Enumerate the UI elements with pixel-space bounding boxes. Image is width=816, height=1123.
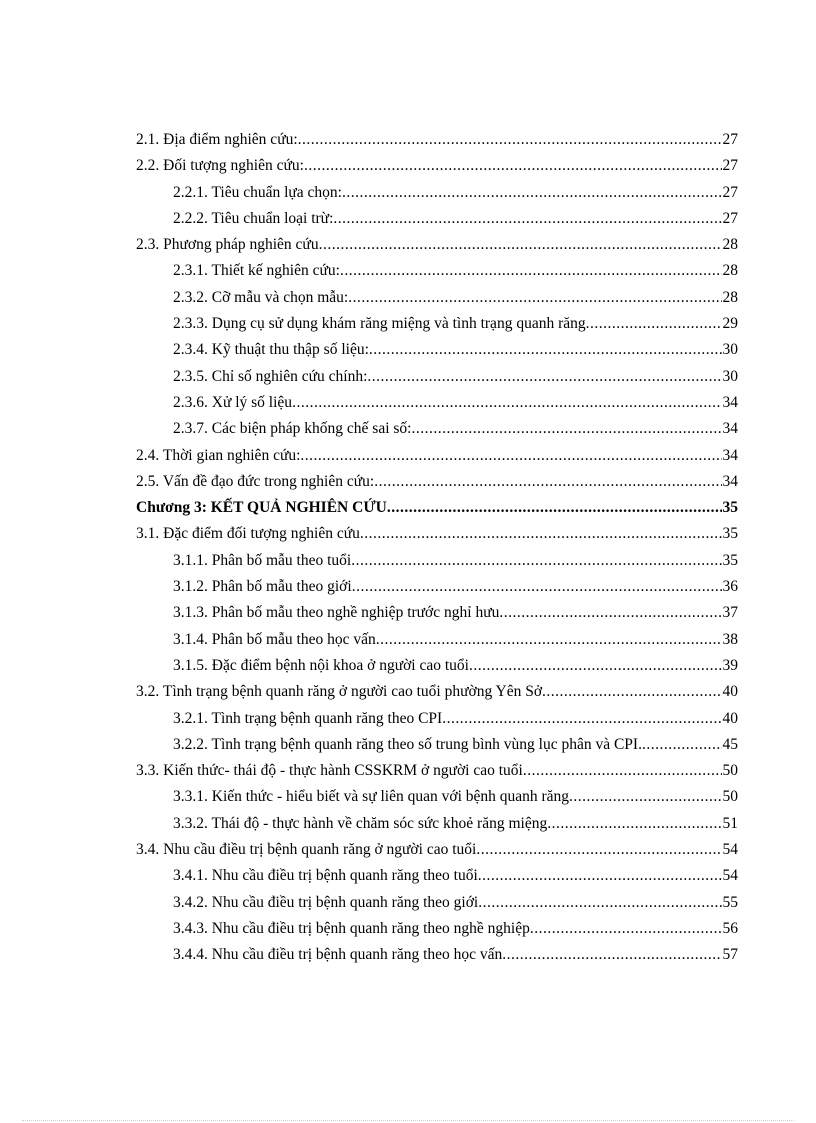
toc-entry[interactable]: [136, 920, 738, 946]
toc-entry[interactable]: [136, 289, 738, 315]
toc-entry-page-number: 27: [722, 131, 738, 148]
toc-entry-page-number: 30: [722, 367, 738, 385]
toc-entry-title: 3.4.3. Nhu cầu điều trị bệnh quanh răng theo nghề nghiệp: [173, 919, 530, 937]
toc-dot-leader: [348, 289, 721, 307]
toc-entry[interactable]: [136, 946, 738, 972]
toc-entry[interactable]: [136, 710, 738, 736]
toc-dot-leader: [502, 946, 721, 964]
toc-entry[interactable]: [136, 631, 738, 657]
toc-entry-title: 3.3.1. Kiến thức - hiểu biết và sự liên quan với bệnh quanh răng: [173, 788, 570, 806]
page-bottom-divider: [22, 1120, 794, 1121]
toc-entry-title: 3.4. Nhu cầu điều trị bệnh quanh răng ở người cao tuổi: [136, 841, 477, 859]
toc-entry-page-number: 28: [722, 288, 738, 306]
toc-entry[interactable]: [136, 368, 738, 394]
toc-entry-page-number: 57: [722, 946, 738, 964]
toc-dot-leader: [292, 394, 721, 412]
toc-entry[interactable]: [136, 894, 738, 920]
toc-entry-title: 3.1.1. Phân bố mẫu theo tuổi: [173, 551, 352, 569]
toc-entry-title: 3.2. Tình trạng bệnh quanh răng ở người cao tuổi phường Yên Sở: [136, 683, 543, 701]
toc-entry-page-number: 45: [722, 735, 738, 753]
toc-dot-leader: [569, 788, 721, 806]
toc-entry-page-number: 50: [722, 762, 738, 780]
toc-entry[interactable]: [136, 736, 738, 762]
toc-entry-title: 3.4.2. Nhu cầu điều trị bệnh quanh răng theo giới: [173, 893, 479, 911]
toc-dot-leader: [376, 631, 722, 649]
toc-entry-title: 2.3. Phương pháp nghiên cứu: [136, 236, 319, 254]
toc-dot-leader: [523, 762, 722, 780]
toc-dot-leader: [586, 315, 722, 333]
toc-entry-title: 3.1.5. Đặc điểm bệnh nội khoa ở người cao tuổi: [173, 656, 469, 674]
toc-entry-title: 2.2.2. Tiêu chuẩn loại trừ:: [173, 209, 334, 227]
toc-entry[interactable]: [136, 473, 738, 499]
toc-dot-leader: [374, 473, 721, 491]
toc-entry-page-number: 35: [722, 551, 738, 569]
toc-dot-leader: [304, 157, 722, 175]
toc-entry-title: 2.3.4. Kỹ thuật thu thập số liệu:: [173, 341, 369, 359]
toc-dot-leader: [340, 262, 722, 280]
toc-entry[interactable]: [136, 157, 738, 183]
toc-entry[interactable]: [136, 815, 738, 841]
toc-entry-page-number: 35: [722, 525, 738, 543]
toc-entry[interactable]: [136, 341, 738, 367]
toc-entry[interactable]: [136, 525, 738, 551]
toc-entry-page-number: 28: [722, 236, 738, 254]
toc-dot-leader: [351, 552, 721, 570]
toc-entry-title: 2.3.5. Chỉ số nghiên cứu chính:: [173, 367, 368, 385]
toc-entry[interactable]: [136, 683, 738, 709]
toc-entry-page-number: 35: [722, 499, 738, 517]
toc-entry-title: 2.5. Vấn đề đạo đức trong nghiên cứu:: [136, 472, 375, 490]
toc-entry-page-number: 38: [722, 630, 738, 648]
toc-dot-leader: [499, 604, 721, 622]
toc-dot-leader: [542, 683, 721, 701]
toc-entry-page-number: 37: [722, 604, 738, 622]
toc-entry-page-number: 51: [722, 814, 738, 832]
toc-entry[interactable]: [136, 552, 738, 578]
toc-entry[interactable]: [136, 604, 738, 630]
toc-dot-leader: [476, 841, 721, 859]
toc-dot-leader: [547, 815, 721, 833]
toc-entry-title: 2.1. Địa điểm nghiên cứu:: [136, 131, 298, 148]
toc-entry-title: 3.1.4. Phân bố mẫu theo học vấn: [173, 630, 376, 648]
table-of-contents: [136, 131, 738, 973]
toc-entry-page-number: 34: [722, 420, 738, 438]
toc-entry[interactable]: [136, 841, 738, 867]
toc-entry-page-number: 54: [722, 867, 738, 885]
toc-entry-title: 2.3.2. Cỡ mẫu và chọn mẫu:: [173, 288, 349, 306]
toc-entry[interactable]: [136, 210, 738, 236]
toc-entry-title: 3.1.3. Phân bố mẫu theo nghề nghiệp trước nghỉ hưu: [173, 604, 500, 622]
toc-entry-title: 2.2. Đối tượng nghiên cứu:: [136, 157, 304, 175]
toc-entry-title: 3.1.2. Phân bố mẫu theo giới: [173, 578, 352, 596]
toc-entry-title: 2.3.3. Dụng cụ sử dụng khám răng miệng và tình trạng quanh răng: [173, 315, 586, 333]
toc-dot-leader: [360, 525, 722, 543]
toc-entry[interactable]: [136, 315, 738, 341]
toc-entry[interactable]: [136, 420, 738, 446]
toc-dot-leader: [530, 920, 722, 938]
toc-dot-leader: [300, 447, 721, 465]
toc-dot-leader: [367, 368, 721, 386]
toc-dot-leader: [442, 710, 721, 728]
toc-entry-title: 3.1. Đặc điểm đối tượng nghiên cứu: [136, 525, 360, 543]
toc-entry[interactable]: [136, 867, 738, 893]
toc-entry-page-number: 40: [722, 709, 738, 727]
toc-entry[interactable]: [136, 131, 738, 157]
toc-dot-leader: [478, 894, 721, 912]
toc-entry-page-number: 34: [722, 393, 738, 411]
toc-entry-title: 3.2.2. Tình trạng bệnh quanh răng theo số trung bình vùng lục phân và CPI.: [173, 735, 642, 753]
toc-entry-title: 3.4.4. Nhu cầu điều trị bệnh quanh răng theo học vấn: [173, 946, 503, 964]
toc-dot-leader: [298, 131, 722, 149]
toc-entry-page-number: 27: [722, 209, 738, 227]
toc-entry-page-number: 34: [722, 472, 738, 490]
toc-entry-title: 2.4. Thời gian nghiên cứu:: [136, 446, 301, 464]
toc-entry-title: 2.3.6. Xử lý số liệu: [173, 393, 293, 411]
toc-entry-title: 2.3.7. Các biện pháp khống chế sai số:: [173, 420, 412, 438]
toc-entry[interactable]: [136, 394, 738, 420]
toc-entry-page-number: 30: [722, 341, 738, 359]
toc-dot-leader: [319, 236, 722, 254]
toc-entry[interactable]: [136, 262, 738, 288]
toc-dot-leader: [342, 184, 722, 202]
toc-entry[interactable]: [136, 499, 738, 525]
toc-dot-leader: [411, 420, 721, 438]
toc-entry[interactable]: [136, 184, 738, 210]
toc-dot-leader: [387, 499, 722, 517]
toc-entry-page-number: 28: [722, 262, 738, 280]
toc-entry-page-number: 27: [722, 157, 738, 175]
toc-entry[interactable]: [136, 236, 738, 262]
toc-entry-title: 3.3. Kiến thức- thái độ - thực hành CSSKRM ở người cao tuổi: [136, 762, 523, 780]
toc-entry-title: 2.3.1. Thiết kế nghiên cứu:: [173, 262, 340, 280]
toc-entry-title: 2.2.1. Tiêu chuẩn lựa chọn:: [173, 183, 342, 201]
toc-dot-leader: [333, 210, 721, 228]
toc-entry-page-number: 50: [722, 788, 738, 806]
toc-entry-title: 3.2.1. Tình trạng bệnh quanh răng theo CPI: [173, 709, 443, 727]
toc-entry-page-number: 56: [722, 919, 738, 937]
toc-entry-title: 3.3.2. Thái độ - thực hành về chăm sóc sức khoẻ răng miệng: [173, 814, 548, 832]
toc-entry[interactable]: [136, 447, 738, 473]
toc-entry[interactable]: [136, 657, 738, 683]
toc-dot-leader: [478, 867, 722, 885]
toc-entry-page-number: 36: [722, 578, 738, 596]
toc-entry-page-number: 54: [722, 841, 738, 859]
toc-dot-leader: [369, 341, 722, 359]
toc-entry-title: Chương 3: KẾT QUẢ NGHIÊN CỨU: [136, 499, 387, 517]
toc-entry-page-number: 40: [722, 683, 738, 701]
toc-entry-page-number: 29: [722, 315, 738, 333]
toc-entry[interactable]: [136, 788, 738, 814]
toc-entry-page-number: 34: [722, 446, 738, 464]
toc-entry-page-number: 39: [722, 656, 738, 674]
toc-entry[interactable]: [136, 762, 738, 788]
toc-dot-leader: [642, 736, 722, 754]
toc-dot-leader: [352, 578, 722, 596]
toc-entry[interactable]: [136, 578, 738, 604]
toc-entry-page-number: 55: [722, 893, 738, 911]
toc-entry-title: 3.4.1. Nhu cầu điều trị bệnh quanh răng theo tuổi: [173, 867, 478, 885]
toc-dot-leader: [469, 657, 722, 675]
toc-entry-page-number: 27: [722, 183, 738, 201]
